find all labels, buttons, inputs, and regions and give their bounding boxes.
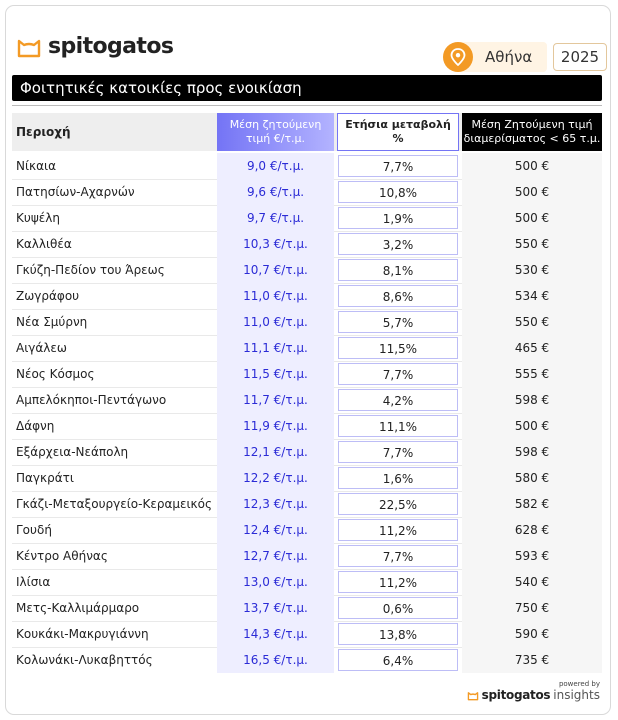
cell-apartment-price: 598 € <box>462 387 602 413</box>
table-row <box>12 205 602 231</box>
cell-apartment-price: 590 € <box>462 621 602 647</box>
table-row <box>12 621 602 647</box>
cell-annual-change: 5,7% <box>338 311 458 333</box>
cell-annual-change: 7,7% <box>338 363 458 385</box>
cell-annual-change: 3,2% <box>338 233 458 255</box>
cell-region: Κουκάκι-Μακρυγιάννη <box>16 627 149 641</box>
cell-annual-change: 11,2% <box>338 519 458 541</box>
cell-price-per-sqm: 12,2 €/τ.μ. <box>217 465 334 491</box>
cell-annual-change: 22,5% <box>338 493 458 515</box>
column-header-annual-change: Ετήσια μεταβολή % <box>337 113 459 151</box>
cell-price-per-sqm: 11,1 €/τ.μ. <box>217 335 334 361</box>
cell-price-per-sqm: 12,3 €/τ.μ. <box>217 491 334 517</box>
table-header <box>12 113 602 151</box>
cell-region: Μετς-Καλλιμάρμαρο <box>16 601 140 615</box>
cell-apartment-price: 598 € <box>462 439 602 465</box>
cell-apartment-price: 465 € <box>462 335 602 361</box>
cell-region: Κέντρο Αθήνας <box>16 549 108 563</box>
footer-brand-name: spitogatos <box>481 688 551 702</box>
column-header-price-per-sqm: Μέση ζητούμενη τιμή €/τ.μ. <box>217 113 334 151</box>
cell-region: Νίκαια <box>16 159 56 173</box>
cell-price-per-sqm: 11,5 €/τ.μ. <box>217 361 334 387</box>
cell-apartment-price: 500 € <box>462 153 602 179</box>
table-row <box>12 153 602 179</box>
cell-region: Νέα Σμύρνη <box>16 315 88 329</box>
cell-price-per-sqm: 13,0 €/τ.μ. <box>217 569 334 595</box>
cell-apartment-price: 534 € <box>462 283 602 309</box>
cell-price-per-sqm: 11,9 €/τ.μ. <box>217 413 334 439</box>
cell-apartment-price: 593 € <box>462 543 602 569</box>
cell-annual-change: 7,7% <box>338 545 458 567</box>
cell-price-per-sqm: 12,7 €/τ.μ. <box>217 543 334 569</box>
cell-annual-change: 10,8% <box>338 181 458 203</box>
cell-price-per-sqm: 9,0 €/τ.μ. <box>217 153 334 179</box>
table-row <box>12 439 602 465</box>
cell-annual-change: 13,8% <box>338 623 458 645</box>
cell-region: Δάφνη <box>16 419 55 433</box>
table-row <box>12 257 602 283</box>
location-pin-icon <box>443 42 473 72</box>
cell-region: Γκύζη-Πεδίον του Άρεως <box>16 263 165 277</box>
cell-annual-change: 4,2% <box>338 389 458 411</box>
cell-price-per-sqm: 9,6 €/τ.μ. <box>217 179 334 205</box>
cell-region: Νέος Κόσμος <box>16 367 95 381</box>
table-row <box>12 647 602 673</box>
brand-logo <box>16 34 173 59</box>
brand-name: spitogatos <box>48 34 174 59</box>
cell-apartment-price: 735 € <box>462 647 602 673</box>
table-row <box>12 491 602 517</box>
table-row <box>12 465 602 491</box>
footer-brand <box>470 680 602 706</box>
cell-price-per-sqm: 12,4 €/τ.μ. <box>217 517 334 543</box>
cell-annual-change: 6,4% <box>338 649 458 671</box>
cell-annual-change: 7,7% <box>338 441 458 463</box>
table-row <box>12 595 602 621</box>
cell-price-per-sqm: 9,7 €/τ.μ. <box>217 205 334 231</box>
cell-apartment-price: 550 € <box>462 231 602 257</box>
cell-region: Εξάρχεια-Νεάπολη <box>16 445 129 459</box>
table-row <box>12 569 602 595</box>
table-row <box>12 309 602 335</box>
cell-price-per-sqm: 12,1 €/τ.μ. <box>217 439 334 465</box>
cell-apartment-price: 550 € <box>462 309 602 335</box>
footer-logo <box>467 688 600 702</box>
column-header-apartment-price: Μέση Ζητούμενη τιμή διαμερίσματος < 65 τ.μ. <box>462 113 602 151</box>
title-divider <box>12 105 602 106</box>
table-row <box>12 517 602 543</box>
cell-price-per-sqm: 14,3 €/τ.μ. <box>217 621 334 647</box>
cell-price-per-sqm: 16,5 €/τ.μ. <box>217 647 334 673</box>
table-row <box>12 231 602 257</box>
page-title: Φοιτητικές κατοικίες προς ενοικίαση <box>12 75 602 101</box>
cell-price-per-sqm: 11,0 €/τ.μ. <box>217 309 334 335</box>
city-name: Αθήνα <box>485 48 533 66</box>
table-row <box>12 361 602 387</box>
cell-region: Αμπελόκηποι-Πεντάγωνο <box>16 393 167 407</box>
cell-apartment-price: 555 € <box>462 361 602 387</box>
table-row <box>12 179 602 205</box>
cell-annual-change: 11,1% <box>338 415 458 437</box>
cell-region: Γουδή <box>16 523 52 537</box>
cell-annual-change: 1,9% <box>338 207 458 229</box>
cell-annual-change: 8,1% <box>338 259 458 281</box>
cat-logo-icon <box>16 35 42 59</box>
powered-by-label: powered by <box>558 680 600 688</box>
cell-region: Κυψέλη <box>16 211 60 225</box>
location-badge <box>443 42 547 72</box>
cell-region: Παγκράτι <box>16 471 74 485</box>
cell-region: Πατησίων-Αχαρνών <box>16 185 135 199</box>
table-body <box>12 153 602 673</box>
cell-price-per-sqm: 10,3 €/τ.μ. <box>217 231 334 257</box>
cell-price-per-sqm: 10,7 €/τ.μ. <box>217 257 334 283</box>
cell-region: Καλλιθέα <box>16 237 72 251</box>
cell-price-per-sqm: 13,7 €/τ.μ. <box>217 595 334 621</box>
cell-region: Ζωγράφου <box>16 289 80 303</box>
cell-apartment-price: 500 € <box>462 179 602 205</box>
cell-annual-change: 0,6% <box>338 597 458 619</box>
cell-region: Ιλίσια <box>16 575 51 589</box>
cell-annual-change: 11,2% <box>338 571 458 593</box>
cell-region: Κολωνάκι-Λυκαβηττός <box>16 653 153 667</box>
cell-apartment-price: 628 € <box>462 517 602 543</box>
cell-annual-change: 7,7% <box>338 155 458 177</box>
year-badge: 2025 <box>553 43 607 71</box>
table-row <box>12 413 602 439</box>
footer-cat-logo-icon <box>467 690 479 701</box>
cell-apartment-price: 582 € <box>462 491 602 517</box>
table-row <box>12 543 602 569</box>
table-row <box>12 387 602 413</box>
cell-apartment-price: 500 € <box>462 413 602 439</box>
cell-price-per-sqm: 11,0 €/τ.μ. <box>217 283 334 309</box>
cell-region: Αιγάλεω <box>16 341 67 355</box>
cell-annual-change: 1,6% <box>338 467 458 489</box>
cell-price-per-sqm: 11,7 €/τ.μ. <box>217 387 334 413</box>
cell-annual-change: 11,5% <box>338 337 458 359</box>
table-row <box>12 335 602 361</box>
column-header-region: Περιοχή <box>16 125 71 139</box>
cell-apartment-price: 750 € <box>462 595 602 621</box>
cell-apartment-price: 500 € <box>462 205 602 231</box>
cell-apartment-price: 530 € <box>462 257 602 283</box>
cell-annual-change: 8,6% <box>338 285 458 307</box>
cell-apartment-price: 540 € <box>462 569 602 595</box>
cell-apartment-price: 580 € <box>462 465 602 491</box>
cell-region: Γκάζι-Μεταξουργείο-Κεραμεικός <box>16 497 212 511</box>
table-row <box>12 283 602 309</box>
footer-brand-sub: insights <box>553 688 600 702</box>
